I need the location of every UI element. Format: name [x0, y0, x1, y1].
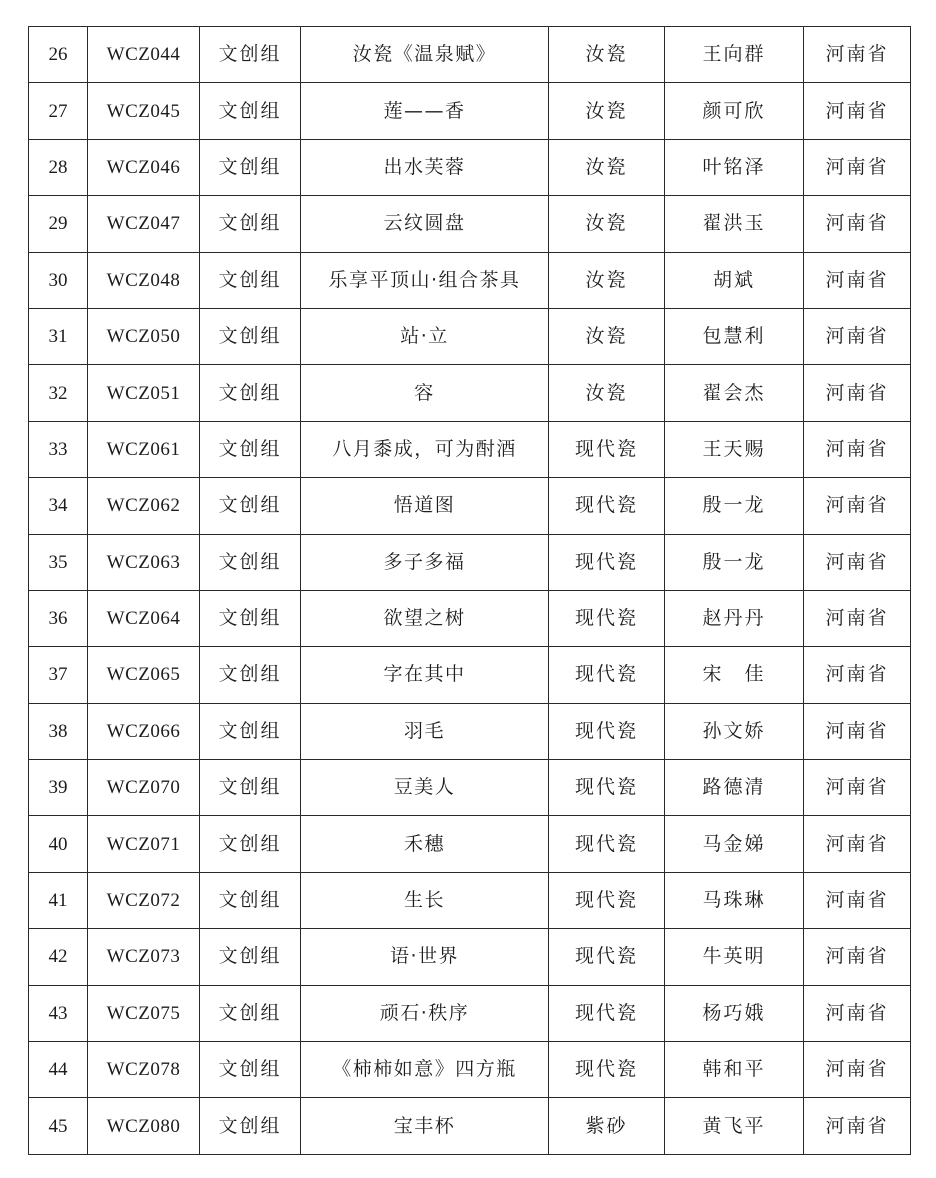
document-page — [28, 26, 910, 1155]
table-body — [29, 27, 911, 1155]
entry-code-cell: WCZ062 — [88, 478, 200, 534]
table-row — [29, 308, 911, 364]
work-title-cell: 《柿柿如意》四方瓶 — [301, 1042, 549, 1098]
award-list-table — [28, 26, 911, 1155]
province-cell: 河南省 — [804, 478, 911, 534]
row-number-cell: 42 — [29, 929, 88, 985]
group-cell: 文创组 — [200, 985, 301, 1041]
row-number-cell: 33 — [29, 421, 88, 477]
author-cell: 王天赐 — [665, 421, 804, 477]
author-cell: 殷一龙 — [665, 534, 804, 590]
entry-code-cell: WCZ078 — [88, 1042, 200, 1098]
work-title-cell: 容 — [301, 365, 549, 421]
province-cell: 河南省 — [804, 985, 911, 1041]
table-row — [29, 647, 911, 703]
category-cell: 现代瓷 — [549, 590, 665, 646]
category-cell: 现代瓷 — [549, 478, 665, 534]
province-cell: 河南省 — [804, 83, 911, 139]
table-row — [29, 590, 911, 646]
category-cell: 现代瓷 — [549, 760, 665, 816]
work-title-cell: 宝丰杯 — [301, 1098, 549, 1154]
work-title-cell: 豆美人 — [301, 760, 549, 816]
group-cell: 文创组 — [200, 872, 301, 928]
work-title-cell: 生长 — [301, 872, 549, 928]
group-cell: 文创组 — [200, 139, 301, 195]
category-cell: 现代瓷 — [549, 421, 665, 477]
group-cell: 文创组 — [200, 252, 301, 308]
entry-code-cell: WCZ064 — [88, 590, 200, 646]
row-number-cell: 41 — [29, 872, 88, 928]
entry-code-cell: WCZ048 — [88, 252, 200, 308]
table-row — [29, 196, 911, 252]
group-cell: 文创组 — [200, 421, 301, 477]
author-cell: 宋 佳 — [665, 647, 804, 703]
entry-code-cell: WCZ073 — [88, 929, 200, 985]
category-cell: 现代瓷 — [549, 985, 665, 1041]
category-cell: 汝瓷 — [549, 252, 665, 308]
group-cell: 文创组 — [200, 308, 301, 364]
entry-code-cell: WCZ072 — [88, 872, 200, 928]
group-cell: 文创组 — [200, 703, 301, 759]
entry-code-cell: WCZ051 — [88, 365, 200, 421]
province-cell: 河南省 — [804, 1098, 911, 1154]
table-row — [29, 534, 911, 590]
table-row — [29, 1042, 911, 1098]
author-cell: 杨巧娥 — [665, 985, 804, 1041]
entry-code-cell: WCZ066 — [88, 703, 200, 759]
province-cell: 河南省 — [804, 647, 911, 703]
work-title-cell: 多子多福 — [301, 534, 549, 590]
work-title-cell: 羽毛 — [301, 703, 549, 759]
table-row — [29, 365, 911, 421]
entry-code-cell: WCZ046 — [88, 139, 200, 195]
row-number-cell: 34 — [29, 478, 88, 534]
author-cell: 包慧利 — [665, 308, 804, 364]
group-cell: 文创组 — [200, 478, 301, 534]
row-number-cell: 39 — [29, 760, 88, 816]
work-title-cell: 站·立 — [301, 308, 549, 364]
row-number-cell: 36 — [29, 590, 88, 646]
row-number-cell: 45 — [29, 1098, 88, 1154]
province-cell: 河南省 — [804, 760, 911, 816]
work-title-cell: 出水芙蓉 — [301, 139, 549, 195]
author-cell: 马金娣 — [665, 816, 804, 872]
category-cell: 汝瓷 — [549, 365, 665, 421]
entry-code-cell: WCZ045 — [88, 83, 200, 139]
province-cell: 河南省 — [804, 252, 911, 308]
province-cell: 河南省 — [804, 929, 911, 985]
author-cell: 赵丹丹 — [665, 590, 804, 646]
province-cell: 河南省 — [804, 1042, 911, 1098]
entry-code-cell: WCZ080 — [88, 1098, 200, 1154]
table-row — [29, 252, 911, 308]
work-title-cell: 乐享平顶山·组合茶具 — [301, 252, 549, 308]
table-row — [29, 478, 911, 534]
entry-code-cell: WCZ063 — [88, 534, 200, 590]
category-cell: 现代瓷 — [549, 1042, 665, 1098]
category-cell: 现代瓷 — [549, 929, 665, 985]
author-cell: 路德清 — [665, 760, 804, 816]
author-cell: 黄飞平 — [665, 1098, 804, 1154]
entry-code-cell: WCZ070 — [88, 760, 200, 816]
entry-code-cell: WCZ065 — [88, 647, 200, 703]
author-cell: 马珠琳 — [665, 872, 804, 928]
table-row — [29, 985, 911, 1041]
row-number-cell: 32 — [29, 365, 88, 421]
group-cell: 文创组 — [200, 590, 301, 646]
author-cell: 颜可欣 — [665, 83, 804, 139]
table-row — [29, 872, 911, 928]
province-cell: 河南省 — [804, 365, 911, 421]
entry-code-cell: WCZ071 — [88, 816, 200, 872]
province-cell: 河南省 — [804, 816, 911, 872]
author-cell: 孙文娇 — [665, 703, 804, 759]
author-cell: 殷一龙 — [665, 478, 804, 534]
row-number-cell: 38 — [29, 703, 88, 759]
entry-code-cell: WCZ075 — [88, 985, 200, 1041]
entry-code-cell: WCZ050 — [88, 308, 200, 364]
row-number-cell: 37 — [29, 647, 88, 703]
author-cell: 翟会杰 — [665, 365, 804, 421]
work-title-cell: 云纹圆盘 — [301, 196, 549, 252]
author-cell: 翟洪玉 — [665, 196, 804, 252]
entry-code-cell: WCZ044 — [88, 27, 200, 83]
category-cell: 汝瓷 — [549, 308, 665, 364]
province-cell: 河南省 — [804, 872, 911, 928]
group-cell: 文创组 — [200, 27, 301, 83]
province-cell: 河南省 — [804, 590, 911, 646]
row-number-cell: 26 — [29, 27, 88, 83]
group-cell: 文创组 — [200, 196, 301, 252]
category-cell: 紫砂 — [549, 1098, 665, 1154]
author-cell: 牛英明 — [665, 929, 804, 985]
table-row — [29, 83, 911, 139]
author-cell: 叶铭泽 — [665, 139, 804, 195]
group-cell: 文创组 — [200, 534, 301, 590]
row-number-cell: 35 — [29, 534, 88, 590]
province-cell: 河南省 — [804, 139, 911, 195]
table-row — [29, 760, 911, 816]
work-title-cell: 字在其中 — [301, 647, 549, 703]
table-row — [29, 703, 911, 759]
work-title-cell: 禾穗 — [301, 816, 549, 872]
work-title-cell: 汝瓷《温泉赋》 — [301, 27, 549, 83]
category-cell: 现代瓷 — [549, 647, 665, 703]
row-number-cell: 27 — [29, 83, 88, 139]
work-title-cell: 欲望之树 — [301, 590, 549, 646]
row-number-cell: 28 — [29, 139, 88, 195]
work-title-cell: 悟道图 — [301, 478, 549, 534]
row-number-cell: 31 — [29, 308, 88, 364]
author-cell: 王向群 — [665, 27, 804, 83]
category-cell: 现代瓷 — [549, 816, 665, 872]
table-row — [29, 27, 911, 83]
category-cell: 汝瓷 — [549, 139, 665, 195]
table-row — [29, 139, 911, 195]
category-cell: 现代瓷 — [549, 872, 665, 928]
table-row — [29, 929, 911, 985]
category-cell: 现代瓷 — [549, 703, 665, 759]
row-number-cell: 43 — [29, 985, 88, 1041]
row-number-cell: 29 — [29, 196, 88, 252]
work-title-cell: 莲——香 — [301, 83, 549, 139]
group-cell: 文创组 — [200, 816, 301, 872]
category-cell: 汝瓷 — [549, 83, 665, 139]
group-cell: 文创组 — [200, 83, 301, 139]
category-cell: 现代瓷 — [549, 534, 665, 590]
province-cell: 河南省 — [804, 703, 911, 759]
category-cell: 汝瓷 — [549, 27, 665, 83]
row-number-cell: 44 — [29, 1042, 88, 1098]
entry-code-cell: WCZ061 — [88, 421, 200, 477]
group-cell: 文创组 — [200, 1042, 301, 1098]
table-row — [29, 421, 911, 477]
province-cell: 河南省 — [804, 196, 911, 252]
province-cell: 河南省 — [804, 421, 911, 477]
entry-code-cell: WCZ047 — [88, 196, 200, 252]
province-cell: 河南省 — [804, 534, 911, 590]
table-row — [29, 816, 911, 872]
author-cell: 韩和平 — [665, 1042, 804, 1098]
work-title-cell: 八月黍成，可为酎酒 — [301, 421, 549, 477]
row-number-cell: 30 — [29, 252, 88, 308]
table-row — [29, 1098, 911, 1154]
author-cell: 胡斌 — [665, 252, 804, 308]
row-number-cell: 40 — [29, 816, 88, 872]
work-title-cell: 顽石·秩序 — [301, 985, 549, 1041]
group-cell: 文创组 — [200, 1098, 301, 1154]
group-cell: 文创组 — [200, 760, 301, 816]
group-cell: 文创组 — [200, 929, 301, 985]
group-cell: 文创组 — [200, 647, 301, 703]
province-cell: 河南省 — [804, 308, 911, 364]
work-title-cell: 语·世界 — [301, 929, 549, 985]
province-cell: 河南省 — [804, 27, 911, 83]
category-cell: 汝瓷 — [549, 196, 665, 252]
group-cell: 文创组 — [200, 365, 301, 421]
